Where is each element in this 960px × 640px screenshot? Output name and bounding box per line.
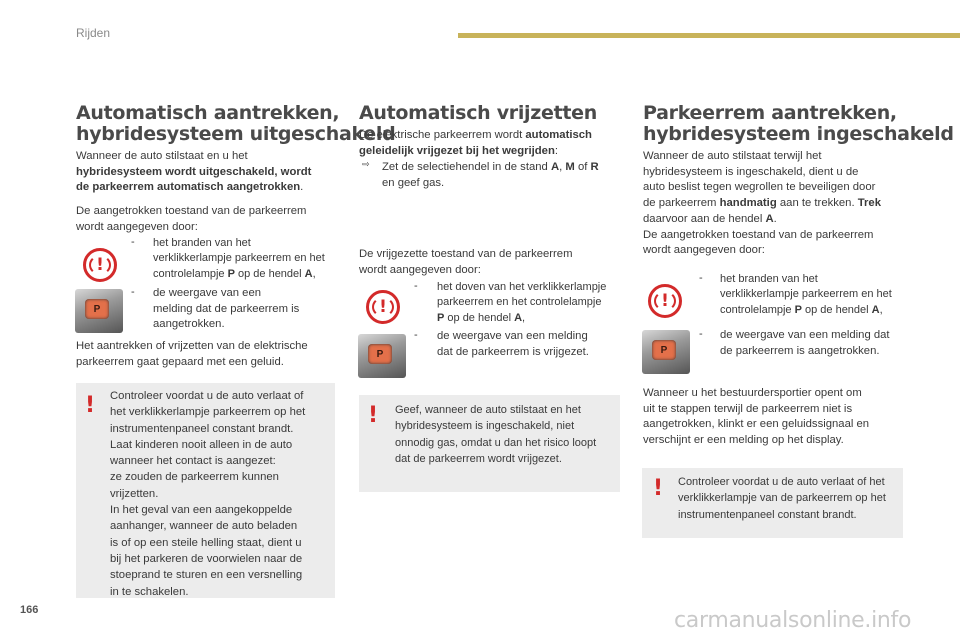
col2-item1-line1: het doven van het verklikkerlampje: [437, 281, 607, 293]
col3-item1-dash: -: [699, 272, 703, 284]
col3-intro-line4: [643, 196, 908, 212]
parking-brake-switch-photo-icon: P: [358, 334, 406, 378]
col2-intro-1b: automatisch: [525, 129, 592, 141]
col1-warning-line: vrijzetten.: [110, 487, 159, 500]
col3-intro-line3: auto beslist tegen wegrollen te beveiligen door: [643, 181, 876, 194]
col1-warning-text: [110, 388, 332, 600]
col1-item2-line3: aangetrokken.: [153, 318, 225, 331]
col2-intro-line2: [359, 144, 624, 160]
warning-exclamation-icon: !: [368, 403, 379, 428]
brake-warning-lamp-icon: !: [366, 290, 400, 324]
col3-state-line2: wordt aangegeven door:: [643, 244, 765, 257]
col1-item1-l3e: ,: [312, 267, 316, 280]
col2-item1-line3: [437, 311, 627, 326]
col1-item1-l3b: P: [227, 267, 235, 280]
col3-item2-line1: de weergave van een melding dat: [720, 329, 890, 341]
col3-item1: [720, 272, 910, 318]
col2-state-line2: wordt aangegeven door:: [359, 263, 481, 276]
col1-intro-line3: [76, 180, 338, 196]
col2-intro-2b: geleidelijk vrijgezet bij het wegrijden: [359, 144, 555, 157]
col3-item1-line2: verklikkerlampje parkeerrem en het: [720, 288, 892, 301]
col2-warning-line: dat de parkeerrem wordt vrijgezet.: [395, 452, 562, 465]
col2-item1-l3a: P: [437, 311, 445, 324]
col3-item1-l3c: op de hendel: [801, 303, 872, 316]
arrow-bullet-icon: ⇨: [362, 160, 370, 170]
page-number: 166: [20, 604, 39, 616]
col3-title-line2: hybridesysteem ingeschakeld: [643, 123, 954, 145]
col3-intro-4a: de parkeerrem: [643, 197, 720, 210]
col3-warning-text: [678, 474, 900, 523]
parking-brake-switch-photo-icon: P: [75, 289, 123, 333]
col3-title-line1: Parkeerrem aantrekken,: [643, 102, 897, 124]
col2-item2-line2: dat de parkeerrem is vrijgezet.: [437, 345, 589, 358]
col2-step-1f: R: [590, 161, 599, 173]
col3-intro-line5: [643, 212, 908, 228]
col2-item1-l3d: ,: [522, 311, 526, 324]
col1-state-line2: wordt aangegeven door:: [76, 220, 198, 233]
col1-after-line2: parkeerrem gaat gepaard met een geluid.: [76, 355, 284, 368]
col1-warning-line: stoeprand te sturen en een versnelling: [110, 569, 303, 582]
col1-after: [76, 339, 338, 370]
col3-warning-box: [642, 468, 903, 538]
col1-title-line1: Automatisch aantrekken,: [76, 102, 340, 124]
col2-intro: [359, 128, 624, 159]
col3-warning-line: Controleer voordat u de auto verlaat of het: [678, 476, 885, 488]
col1-item2-line1: de weergave van een: [153, 287, 262, 299]
col2-step-1b: A: [550, 161, 560, 173]
col3-door-line2: uit te stappen terwijl de parkeerrem niet is: [643, 402, 853, 415]
col3-intro: [643, 149, 908, 259]
col3-intro-5b: A: [765, 212, 774, 225]
col2-item1-line2: parkeerrem en het controlelampje: [437, 296, 602, 309]
col2-warning-line: hybridesysteem is ingeschakeld, niet: [395, 420, 575, 433]
col1-intro-line1: Wanneer de auto stilstaat en u het: [76, 150, 248, 162]
header-section-label: Rijden: [76, 26, 111, 40]
col1-item1-l3a: controlelampje: [153, 267, 228, 280]
col2-intro-line1: [359, 128, 624, 144]
col3-intro-line1: Wanneer de auto stilstaat terwijl het: [643, 150, 822, 162]
col3-warning-line: verklikkerlampje van de parkeerrem op het: [678, 492, 886, 505]
col2-step-1e: of: [574, 161, 591, 173]
col1-warning-line: aanhanger, wanneer de auto beladen: [110, 520, 298, 533]
col3-intro-4b: handmatig: [719, 197, 777, 210]
col3-item1-line1: het branden van het: [720, 273, 818, 285]
col3-warning-line: instrumentenpaneel constant brandt.: [678, 508, 857, 521]
col1-after-line1: Het aantrekken of vrijzetten van de elektrische: [76, 340, 308, 352]
col1-item2-line2: melding dat de parkeerrem is: [153, 302, 300, 315]
col1-warning-line: Laat kinderen nooit alleen in de auto: [110, 438, 293, 451]
col2-step-1a: Zet de selectiehendel in de stand: [382, 161, 551, 173]
col2-step-1d: M: [565, 161, 575, 173]
col3-door-line3: aangetrokken, klinkt er een geluidssignaal en: [643, 418, 870, 431]
col3-item1-line3: [720, 303, 910, 318]
col3-intro-4d: Trek: [857, 197, 881, 210]
col1-warning-line: instrumentenpaneel constant brandt.: [110, 422, 294, 435]
col1-item1: [153, 236, 343, 282]
col1-intro-line3-tail: .: [300, 181, 304, 194]
col2-item2-dash: -: [414, 329, 418, 341]
col3-item1-l3d: A: [871, 303, 880, 316]
header-rule: [458, 33, 960, 38]
col2-intro-1a: De elektrische parkeerrem wordt: [359, 129, 526, 141]
col1-warning-line: In het geval van een aangekoppelde: [110, 504, 293, 517]
col1-state-line1: De aangetrokken toestand van de parkeerrem: [76, 205, 307, 217]
col2-warning-line: onnodig gas, omdat u dan het risico loopt: [395, 436, 597, 449]
watermark: carmanualsonline.info: [674, 608, 912, 633]
col1-warning-line: bij het parkeren de voorwielen naar de: [110, 552, 303, 565]
col1-title: [76, 103, 395, 145]
col1-warning-box: [76, 383, 335, 598]
brake-warning-lamp-icon: !: [83, 248, 117, 282]
col2-item2: [437, 329, 627, 360]
col1-item2: [153, 286, 343, 333]
col1-item2-dash: -: [131, 286, 135, 298]
col3-door-line1: Wanneer u het bestuurdersportier opent om: [643, 387, 862, 399]
col1-warning-line: wanneer het contact is aangezet:: [110, 455, 276, 468]
col3-door-line4: verschijnt er een melding op het display.: [643, 434, 844, 447]
col3-state-line1: De aangetrokken toestand van de parkeerrem: [643, 228, 874, 241]
col3-door: [643, 386, 908, 449]
col1-intro: [76, 149, 338, 196]
brake-warning-lamp-icon: !: [648, 284, 682, 318]
col2-state: [359, 247, 624, 278]
col2-warning-text: [395, 402, 617, 467]
col3-item2-dash: -: [699, 328, 703, 340]
col2-intro-2t: :: [554, 144, 559, 157]
col3-item1-l3a: controlelampje: [720, 303, 795, 316]
col3-intro-4c: aan te trekken.: [776, 197, 858, 210]
col1-title-line2: hybridesysteem uitgeschakeld: [76, 123, 396, 145]
col1-warning-line: is of op een steile helling staat, dient u: [110, 536, 302, 549]
col1-item1-line3: [153, 267, 343, 282]
col1-intro-line2: [76, 165, 338, 181]
col1-item1-l3d: A: [304, 267, 313, 280]
col1-item1-dash: -: [131, 236, 135, 248]
col1-warning-line: het verklikkerlampje parkeerrem op het: [110, 406, 306, 419]
col1-warning-line: in te schakelen.: [110, 585, 189, 598]
col2-state-line1: De vrijgezette toestand van de parkeerrem: [359, 248, 573, 260]
col2-title: Automatisch vrijzetten: [359, 102, 597, 124]
col3-item1-l3e: ,: [879, 303, 883, 316]
col2-item2-line1: de weergave van een melding: [437, 330, 588, 342]
col3-item2: [720, 328, 910, 359]
col2-item1-dash: -: [414, 280, 418, 292]
col3-item2-line2: de parkeerrem is aangetrokken.: [720, 344, 880, 357]
col2-step-1c: ,: [559, 161, 566, 173]
col1-state: [76, 204, 338, 235]
col2-step-line1: [382, 160, 627, 176]
col3-intro-5a: daarvoor aan de hendel: [643, 212, 766, 225]
col1-item1-l3c: op de hendel: [234, 267, 305, 280]
col1-item1-line1: het branden van het: [153, 237, 251, 249]
col1-warning-line: ze zouden de parkeerrem kunnen: [110, 471, 279, 484]
col3-title: [643, 103, 954, 145]
col1-intro-line2-bold: hybridesysteem wordt uitgeschakeld, wordt: [76, 165, 312, 178]
col2-warning-line: Geef, wanneer de auto stilstaat en het: [395, 404, 581, 416]
col1-warning-line: Controleer voordat u de auto verlaat of: [110, 390, 304, 402]
col2-item1-l3c: A: [514, 311, 523, 324]
col2-item1: [437, 280, 627, 326]
col2-step: [382, 160, 627, 191]
col2-step-line2: en geef gas.: [382, 176, 445, 189]
col2-warning-box: [359, 395, 620, 492]
col1-intro-line3-bold: de parkeerrem automatisch aangetrokken: [76, 181, 301, 194]
warning-exclamation-icon: !: [653, 476, 664, 501]
col3-item1-l3b: P: [794, 303, 802, 316]
parking-brake-switch-photo-icon: P: [642, 330, 690, 374]
col1-item1-line2: verklikkerlampje parkeerrem en het: [153, 252, 325, 265]
col2-item1-l3b: op de hendel: [444, 311, 515, 324]
warning-exclamation-icon: !: [85, 393, 96, 418]
col3-intro-line2: hybridesysteem is ingeschakeld, dient u de: [643, 165, 859, 178]
col3-intro-5c: .: [773, 212, 777, 225]
